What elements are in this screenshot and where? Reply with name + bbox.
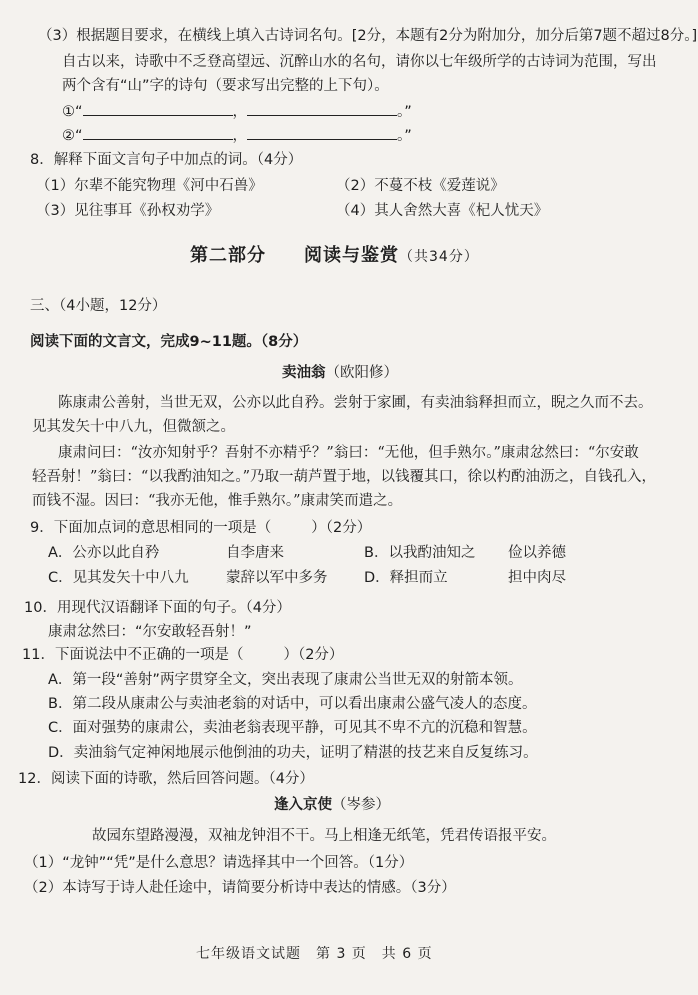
q7-3-answer-row-1 bbox=[62, 101, 412, 122]
q9-option-c-pair: 蒙辞以军中多务 bbox=[226, 570, 328, 586]
q12-stem: 12．阅读下面的诗歌，然后回答问题。（4分） bbox=[18, 771, 314, 787]
section3-heading: 三、（4小题，12分） bbox=[30, 298, 167, 314]
part2-heading bbox=[190, 246, 479, 267]
q9-option-d: D．释担而立 bbox=[364, 570, 448, 586]
answer-blank-1b[interactable] bbox=[247, 101, 397, 116]
answer-label: ① bbox=[62, 104, 75, 120]
answer-blank-2b[interactable] bbox=[247, 125, 397, 140]
q9-stem bbox=[30, 518, 371, 538]
q8-stem: 8．解释下面文言句子中加点的词。（4分） bbox=[30, 152, 303, 168]
passage-line-4: 轻吾射！”翁曰：“以我酌油知之。”乃取一葫芦置于地，以钱覆其口，徐以杓酌油沥之，自钱孔入， bbox=[32, 469, 656, 485]
q8-item-3: （3）见往事耳《孙权劝学》 bbox=[36, 203, 220, 219]
passage-line-3: 康肃问曰：“汝亦知射乎？吾射不亦精乎？”翁曰：“无他，但手熟尔。”康肃忿然曰：“尔安敢 bbox=[58, 445, 639, 461]
q7-3-instruction: （3）根据题目要求，在横线上填入古诗词名句。[2分，本题有2分为附加分，加分后第7题不超过8分。] bbox=[38, 28, 698, 44]
q11-option-c: C．面对强势的康肃公，卖油老翁表现平静，可见其不卑不亢的沉稳和智慧。 bbox=[48, 720, 537, 736]
q11-stem bbox=[22, 645, 343, 665]
q9-option-b-pair: 俭以养德 bbox=[508, 545, 566, 561]
q8-item-4: （4）其人舍然大喜《杞人忧天》 bbox=[336, 203, 549, 219]
passage-line-2: 见其发矢十中八九，但微颔之。 bbox=[32, 419, 235, 435]
close-quote: 。” bbox=[397, 128, 412, 144]
q12-sub-1: （1）“龙钟”“凭”是什么意思？请选择其中一个回答。（1分） bbox=[24, 855, 414, 871]
q9-option-c: C．见其发矢十中八九 bbox=[48, 570, 189, 586]
section3-intro: 阅读下面的文言文，完成9~11题。（8分） bbox=[30, 334, 308, 350]
q8-item-2: （2）不蔓不枝《爱莲说》 bbox=[336, 178, 505, 194]
passage-line-1: 陈康肃公善射，当世无双，公亦以此自矜。尝射于家圃，有卖油翁释担而立，睨之久而不去。 bbox=[58, 395, 653, 411]
answer-blank-2a[interactable] bbox=[83, 125, 233, 140]
part2-points: （共34分） bbox=[399, 249, 479, 265]
q9-option-a-pair: 自李唐来 bbox=[226, 545, 284, 561]
poem-text: 故园东望路漫漫，双袖龙钟泪不干。马上相逢无纸笔，凭君传语报平安。 bbox=[92, 828, 556, 844]
open-quote: “ bbox=[75, 104, 83, 120]
page-footer: 七年级语文试题 第 3 页 共 6 页 bbox=[196, 946, 433, 962]
q12-sub-2: （2）本诗写于诗人赴任途中，请简要分析诗中表达的情感。（3分） bbox=[24, 880, 456, 896]
q9-stem-tail: ）（2分） bbox=[311, 520, 372, 536]
passage-author: （欧阳修） bbox=[325, 365, 398, 381]
q8-item-1: （1）尔辈不能究物理《河中石兽》 bbox=[36, 178, 263, 194]
q11-stem-tail: ）（2分） bbox=[283, 647, 344, 663]
passage-title: 卖油翁 bbox=[282, 365, 326, 381]
comma: ， bbox=[232, 104, 248, 120]
poem-author: （岑参） bbox=[332, 797, 390, 813]
close-quote: 。” bbox=[397, 104, 412, 120]
open-quote: “ bbox=[75, 128, 83, 144]
q7-3-answer-row-2 bbox=[62, 125, 412, 146]
poem-title: 逢入京使 bbox=[274, 797, 332, 813]
q11-option-d: D．卖油翁气定神闲地展示他倒油的功夫，证明了精湛的技艺来自反复练习。 bbox=[48, 745, 538, 761]
q7-3-prompt-line2: 两个含有“山”字的诗句（要求写出完整的上下句）。 bbox=[62, 78, 389, 94]
q11-option-a: A．第一段“善射”两字贯穿全文，突出表现了康肃公当世无双的射箭本领。 bbox=[48, 672, 523, 688]
answer-label: ② bbox=[62, 128, 75, 144]
q11-stem-text: 11．下面说法中不正确的一项是（ bbox=[22, 647, 244, 663]
comma: ， bbox=[232, 128, 248, 144]
q10-sentence: 康肃忿然曰：“尔安敢轻吾射！” bbox=[48, 624, 252, 640]
q9-stem-text: 9．下面加点词的意思相同的一项是（ bbox=[30, 520, 272, 536]
poem-title-line bbox=[274, 795, 390, 815]
part2-title: 第二部分 阅读与鉴赏 bbox=[190, 245, 399, 266]
q9-option-d-pair: 担中肉尽 bbox=[508, 570, 566, 586]
passage-line-5: 而钱不湿。因曰：“我亦无他，惟手熟尔。”康肃笑而遣之。 bbox=[32, 493, 403, 509]
q7-3-prompt-line1: 自古以来，诗歌中不乏登高望远、沉醉山水的名句，请你以七年级所学的古诗词为范围，写出 bbox=[62, 54, 657, 70]
q10-stem: 10．用现代汉语翻译下面的句子。（4分） bbox=[24, 600, 291, 616]
q9-option-a: A．公亦以此自矜 bbox=[48, 545, 160, 561]
answer-blank-1a[interactable] bbox=[83, 101, 233, 116]
q11-option-b: B．第二段从康肃公与卖油老翁的对话中，可以看出康肃公盛气凌人的态度。 bbox=[48, 696, 537, 712]
q9-option-b: B．以我酌油知之 bbox=[364, 545, 476, 561]
passage-title-line bbox=[282, 363, 398, 383]
